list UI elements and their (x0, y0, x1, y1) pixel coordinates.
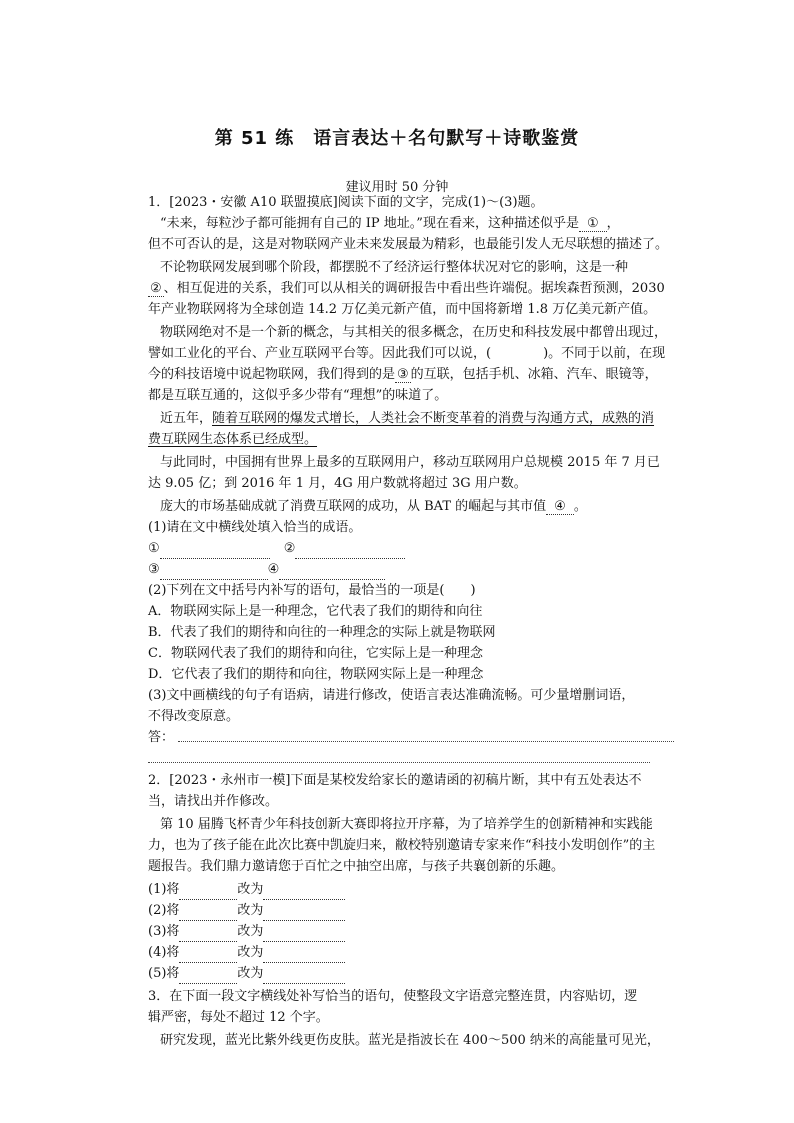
q1-para2-line1: 不论物联网发展到哪个阶段，都摆脱不了经济运行整体状况对它的影响，这是一种 (160, 260, 629, 275)
q2-heading-line2: 当，请找出并作修改。 (148, 794, 279, 809)
q1-para4-line2 (148, 429, 676, 450)
underlined-sentence-cont: 费互联网生态体系已经成型。 (148, 432, 318, 447)
q1-para2-line2: ② 、相互促进的关系，我们可以从相关的调研报告中看出些许端倪。据埃森哲预测，2030 (150, 281, 665, 296)
option-c[interactable]: C．物联网代表了我们的期待和向往，它实际上是一种理念 (148, 646, 483, 661)
q2-item-5: (5)将 改为 (148, 963, 676, 984)
q3-heading-line2: 辑严密，每处不超过 12 个字。 (148, 1010, 329, 1025)
q1-para3-line4: 都是互联互通的，这似乎多少带有“理想”的味道了。 (148, 388, 448, 403)
answer-mark-3: ③ (148, 562, 160, 577)
item-5-blank-to[interactable] (263, 969, 345, 984)
q1-heading: 1．[2023・安徽 A10 联盟摸底]阅读下面的文字，完成(1)～(3)题。 (148, 195, 544, 210)
blank-1: ① (579, 216, 607, 232)
answer-mark-1: ① (148, 541, 160, 556)
option-d[interactable]: D．它代表了我们的期待和向往，物联网实际上是一种理念 (148, 667, 484, 682)
q1-sub3-line2: 不得改变原意。 (148, 709, 240, 724)
item-4-blank-to[interactable] (263, 948, 345, 963)
q2-item-3: (3)将 改为 (148, 921, 676, 942)
item-3-blank-from[interactable] (179, 927, 237, 942)
q1-para5-line2: 达 9.05 亿；到 2016 年 1 月，4G 用户数就将超过 3G 用户数。 (148, 476, 527, 491)
blank-3: ③ (397, 367, 409, 382)
q2-para-line2: 力，也为了孩子能在此次比赛中凯旋归来，敝校特别邀请专家来作“科技小发明创作”的主 (148, 838, 656, 853)
q1-para3-line1: 物联网绝对不是一个新的概念，与其相关的很多概念，在历史和科技发展中都曾出现过， (160, 325, 668, 340)
q3-para-line1: 研究发现，蓝光比紫外线更伤皮肤。蓝光是指波长在 400～500 纳米的高能量可见光， (160, 1033, 660, 1048)
q1-answer-row-2 (148, 559, 676, 580)
item-5-blank-from[interactable] (179, 969, 237, 984)
answer-label: 答： (148, 730, 175, 745)
q2-para-line3: 题报告。我们鼎力邀请您于百忙之中抽空出席，与孩子共襄创新的乐趣。 (148, 859, 565, 874)
item-3-blank-to[interactable] (263, 927, 345, 942)
item-4-blank-from[interactable] (179, 948, 237, 963)
blank-4: ④ (546, 499, 574, 515)
item-1-blank-from[interactable] (179, 885, 237, 900)
q1-para5-line1: 与此同时，中国拥有世界上最多的互联网用户，移动互联网用户总规模 2015 年 7 月已 (160, 455, 660, 470)
q2-item-1: (1)将 改为 (148, 879, 676, 900)
option-b[interactable]: B．代表了我们的期待和向往的一种理念的实际上就是物联网 (148, 625, 496, 640)
q1-sub3-line1: (3)文中画横线的句子有语病，请进行修改，使语言表达准确流畅。可少量增删词语， (148, 688, 635, 703)
answer-blank-2[interactable] (295, 544, 405, 559)
underlined-sentence: 随着互联网的爆发式增长，人类社会不断变革着的消费与沟通方式，成熟的消 (212, 411, 655, 426)
answer-blank-3[interactable] (160, 565, 268, 580)
q2-item-4: (4)将 改为 (148, 942, 676, 963)
q1-sub2: (2)下列在文中括号内补写的语句，最恰当的一项是( ) (148, 583, 476, 598)
q1-para4-line1: 近五年，随着互联网的爆发式增长，人类社会不断变革着的消费与沟通方式，成熟的消 (160, 411, 655, 426)
answer-mark-2: ② (283, 541, 296, 556)
page-title: 第 51 练 语言表达＋名句默写＋诗歌鉴赏 (214, 128, 580, 149)
option-a[interactable]: A．物联网实际上是一种理念，它代表了我们的期待和向往 (148, 604, 483, 619)
q1-para1-line1: “未来，每粒沙子都可能拥有自己的 IP 地址。”现在看来，这种描述似乎是 ① ， (160, 216, 620, 231)
q1-para2-line3: 年产业物联网将为全球创造 14.2 万亿美元新产值，而中国将新增 1.8 万亿美元新产值。 (148, 302, 657, 317)
item-1-blank-to[interactable] (263, 885, 345, 900)
q1-sub1: (1)请在文中横线处填入恰当的成语。 (148, 520, 362, 535)
answer-mark-4: ④ (267, 562, 280, 577)
q3-heading-line1: 3．在下面一段文字横线处补写恰当的语句，使整段文字语意完整连贯，内容贴切，逻 (148, 989, 638, 1004)
q1-para3-line3: 今的科技语境中说起物联网，我们得到的是 ③ 的互联，包括手机、冰箱、汽车、眼镜等， (148, 367, 658, 382)
q2-heading-line1: 2．[2023・永州市一模]下面是某校发给家长的邀请函的初稿片断，其中有五处表达不 (148, 773, 642, 788)
item-2-blank-to[interactable] (263, 906, 345, 921)
item-2-blank-from[interactable] (179, 906, 237, 921)
answer-blank-1[interactable] (160, 544, 270, 559)
q2-item-2: (2)将 改为 (148, 900, 676, 921)
answer-line-2[interactable] (148, 761, 650, 763)
q1-para3-line2: 譬如工业化的平台、产业互联网平台等。因此我们可以说，( )。不同于以前，在现 (148, 346, 666, 361)
q1-para1-line2: 但不可否认的是，这是对物联网产业未来发展最为精彩，也最能引发人无尽联想的描述了。 (148, 237, 669, 252)
answer-line-1[interactable] (178, 740, 674, 742)
q2-para-line1: 第 10 届腾飞杯青少年科技创新大赛即将拉开序幕，为了培养学生的创新精神和实践能 (160, 817, 653, 832)
answer-blank-4[interactable] (279, 565, 385, 580)
q1-para6-line1: 庞大的市场基础成就了消费互联网的成功，从 BAT 的崛起与其市值 ④ 。 (160, 499, 587, 514)
suggested-time: 建议用时 50 分钟 (345, 180, 449, 195)
q1-answer-row-1 (148, 538, 676, 559)
blank-2: ② (150, 281, 162, 296)
